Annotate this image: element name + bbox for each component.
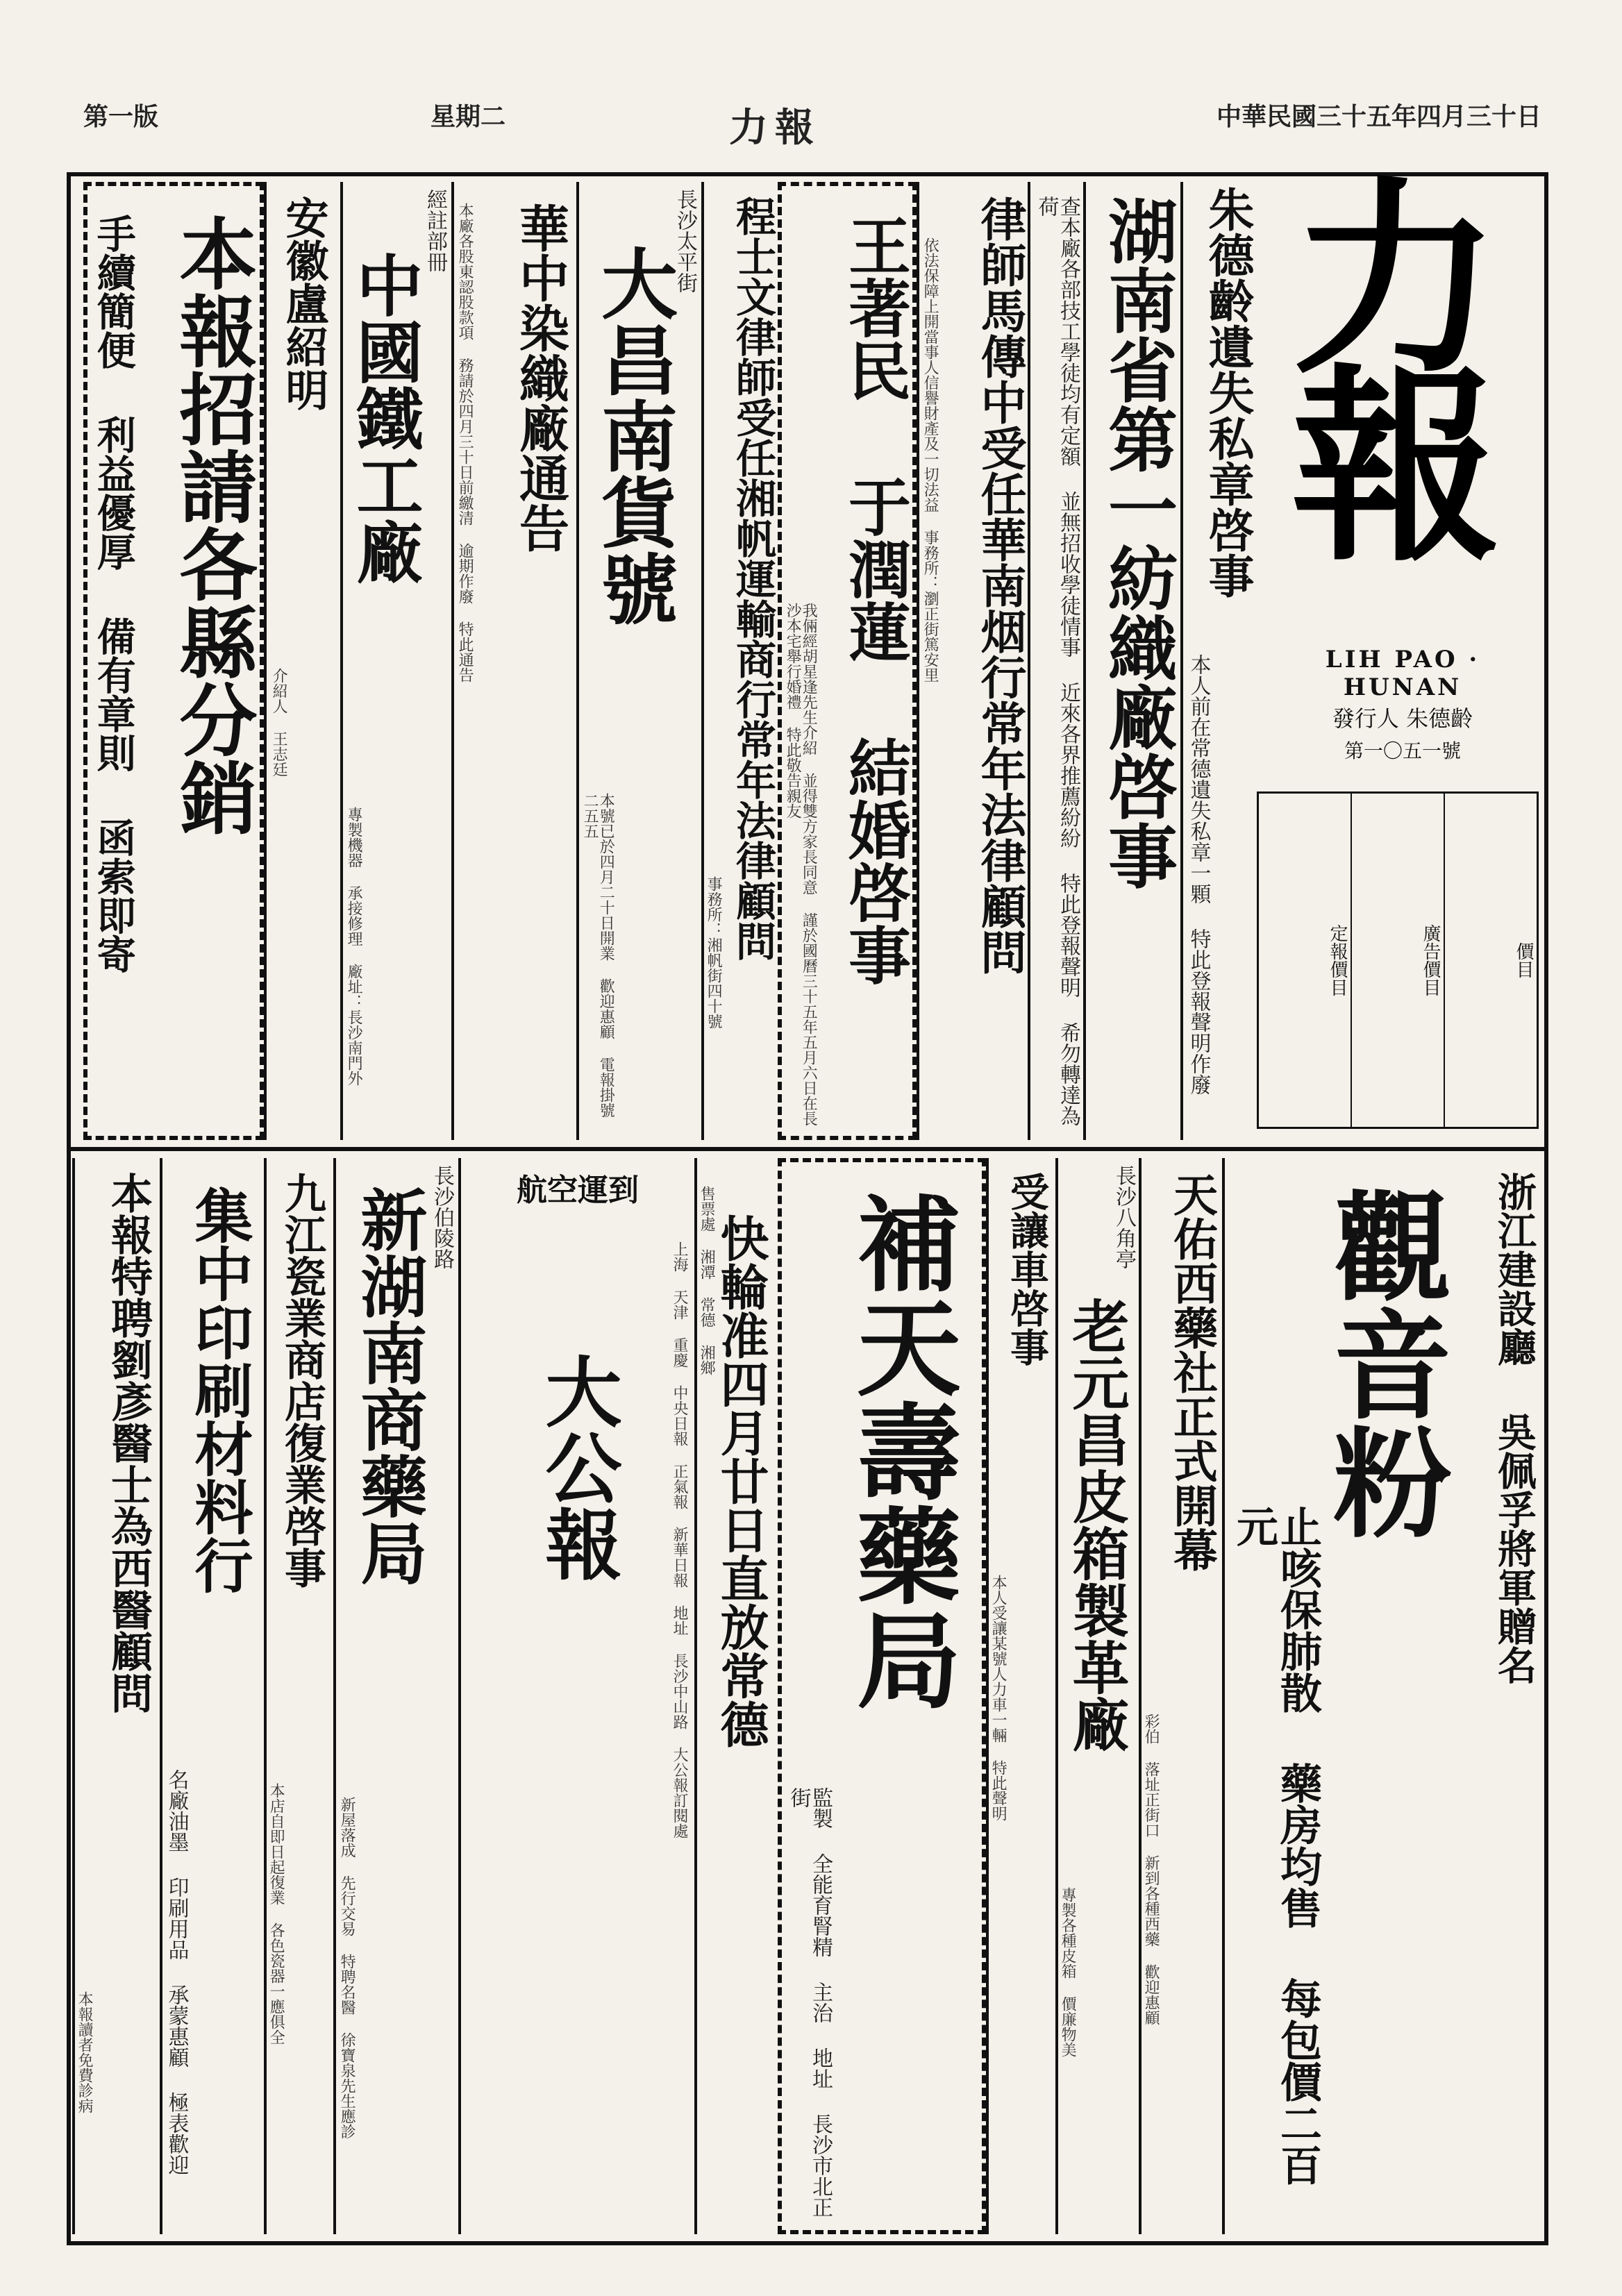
- ad-recruit: [83, 182, 264, 1140]
- ad-lawyer-ma: [917, 182, 1028, 1140]
- ad-sub: 浙江建設廳 吳佩孚將軍贈名: [1491, 1172, 1537, 1684]
- ad-title: 律師馬傳中受任華南烟行常年法律顧問: [973, 196, 1027, 975]
- ad-doctor: [72, 1158, 160, 2234]
- ad-title: 王著民 于潤蓮 結婚啓事: [837, 214, 911, 986]
- ad-body: 專製各種皮箱 價廉物美: [1059, 1887, 1077, 2057]
- ad-body: 監製 全能育腎精 主治 地址 長沙市北正街: [786, 1787, 833, 2218]
- price-table: [1257, 791, 1539, 1129]
- ad-huazhong: [451, 182, 576, 1140]
- ad-title: 本報招請各縣分銷: [167, 214, 258, 836]
- logo-char-bao: 報: [1291, 344, 1500, 589]
- ad-iron-works: [340, 182, 451, 1140]
- ad-body: 介紹人 王志廷: [270, 668, 288, 777]
- ad-ship: [694, 1158, 778, 2234]
- ad-body: 專製機器 承接修理 廠址：長沙南門外: [345, 807, 363, 1086]
- ad-title: 朱德齡遺失私章啓事: [1201, 186, 1255, 598]
- ad-xinhunan: [333, 1158, 458, 2234]
- ad-title: 大昌南貨號: [589, 244, 678, 626]
- ad-title: 天佑西藥社正式開幕: [1166, 1172, 1218, 1572]
- ad-body: 售票處 湘潭 常德 湘鄉: [698, 1186, 716, 1375]
- ad-sub: 長沙八角亭: [1112, 1165, 1136, 1269]
- ad-body: 本號已於四月二十日開業 歡迎惠顧 電報掛號二五五: [581, 793, 615, 1118]
- ad-lawyer-cheng: [701, 182, 778, 1140]
- ad-body: 事務所：湘帆街四十號: [705, 876, 723, 1029]
- ad-sub: 經註部冊: [423, 189, 447, 272]
- ad-zhu: [1180, 182, 1257, 1140]
- paper-logo: [1250, 157, 1541, 589]
- page-label: 第一版: [83, 102, 159, 131]
- issue-label: 星期二: [430, 102, 506, 131]
- ad-title: 中國鐵工廠: [346, 251, 424, 585]
- ad-sub: 長沙伯陵路: [430, 1165, 454, 1269]
- issue-number: 第一〇五一號: [1344, 739, 1461, 762]
- ad-butian: [778, 1158, 986, 2234]
- ad-textile-body: [1028, 182, 1083, 1140]
- ad-guanyin: [1222, 1158, 1541, 2234]
- ad-anhui: [264, 182, 340, 1140]
- price-cell: 價目: [1444, 794, 1537, 1127]
- ad-body: 我倆經胡星逢先生介紹 並得雙方家長同意 謹於國曆三十五年五月六日在長沙本宅舉行婚禮 特此敬告親友: [784, 603, 818, 1126]
- ad-tianyou: [1139, 1158, 1222, 2234]
- masthead-title: 力報: [729, 105, 821, 151]
- ad-textile: [1083, 182, 1180, 1140]
- logo-latin: LIH PAO · HUNAN: [1325, 646, 1480, 701]
- price-cell: 定報價目: [1327, 924, 1348, 996]
- masthead: [83, 97, 1541, 153]
- publisher: 發行人 朱德齡: [1332, 705, 1473, 732]
- ad-sub: 長沙太平街: [673, 189, 697, 293]
- ad-body: 本報讀者免費診病: [76, 1991, 94, 2113]
- ad-sub: 航空運到: [517, 1173, 639, 1208]
- ad-title: 補天壽藥局: [839, 1190, 961, 1711]
- price-cell: 廣告價目: [1351, 794, 1444, 1127]
- ad-title: 受讓車啓事: [1004, 1172, 1050, 1366]
- ad-body: 上海 天津 重慶 中央日報 正氣報 新華日報 地址 長沙中山路 大公報訂閱處: [671, 1241, 688, 1838]
- ad-title: 集中印刷材料行: [185, 1186, 254, 1594]
- ad-laoyuan: [1055, 1158, 1139, 2234]
- section-divider: [67, 1147, 1548, 1151]
- ad-title: 九江瓷業商店復業啓事: [278, 1172, 326, 1589]
- ad-body: 本店自即日起復業 各色瓷器一應俱全: [267, 1783, 285, 2045]
- ad-body: 本人受讓某號人力車一輛 特此聲明: [989, 1575, 1008, 1821]
- ad-body: 止咳保肺散 藥房均售 每包價二百元: [1230, 1505, 1322, 2186]
- ad-wedding: [778, 182, 917, 1140]
- ad-body: 依法保障上開當事人信譽財產及一切法益 事務所：瀏正街篤安里: [921, 237, 939, 682]
- ad-body: 手續簡便 利益優厚 備有章則 函索即寄: [90, 214, 137, 973]
- ad-title: 安徽盧紹明: [278, 196, 329, 411]
- ad-title: 大公報: [533, 1352, 623, 1582]
- ad-title: 華中染織廠通告: [511, 203, 570, 553]
- ad-title: 湖南省第一紡織廠啓事: [1096, 196, 1178, 890]
- ad-title: 觀音粉: [1313, 1186, 1452, 1540]
- ad-title: 程士文律師受任湘帆運輸商行常年法律顧問: [729, 196, 776, 961]
- ad-title: 老元昌皮箱製革廠: [1063, 1297, 1130, 1752]
- ad-jizhong: [160, 1158, 264, 2234]
- ad-title: 快輪准四月廿日直放常德: [712, 1214, 770, 1748]
- ad-body: 本人前在常德遺失私章一顆 特此登報聲明作廢: [1186, 654, 1211, 1095]
- ad-dachang: [576, 182, 701, 1140]
- masthead-date: 中華民國三十五年四月三十日: [1216, 102, 1541, 131]
- ad-dagong: [458, 1158, 694, 2234]
- logo-char-li: 力: [1291, 157, 1500, 402]
- ad-jiujiang: [264, 1158, 333, 2234]
- ad-body: 本廠各股東認股款項 務請於四月三十日前繳清 逾期作廢 特此通告: [456, 203, 474, 682]
- ad-body: 查本廠各部技工學徒均有定額 並無招收學徒情事 近來各界推薦紛紛 特此登報聲明 希勿轉達為荷: [1034, 196, 1080, 1126]
- ad-title: 本報特聘劉彥醫士為西醫顧問: [104, 1172, 153, 1713]
- ad-car-transfer: [986, 1158, 1055, 2234]
- ad-body: 彩伯 落址正街口 新到各種西藥 歡迎惠顧: [1142, 1713, 1160, 2025]
- ad-body: 新屋落成 先行交易 特聘名醫 徐寶泉先生應診: [338, 1797, 356, 2139]
- ad-body: 名廠油墨 印刷用品 承蒙惠顧 極表歡迎: [164, 1769, 189, 2175]
- ad-title: 新湖南商藥局: [350, 1186, 428, 1586]
